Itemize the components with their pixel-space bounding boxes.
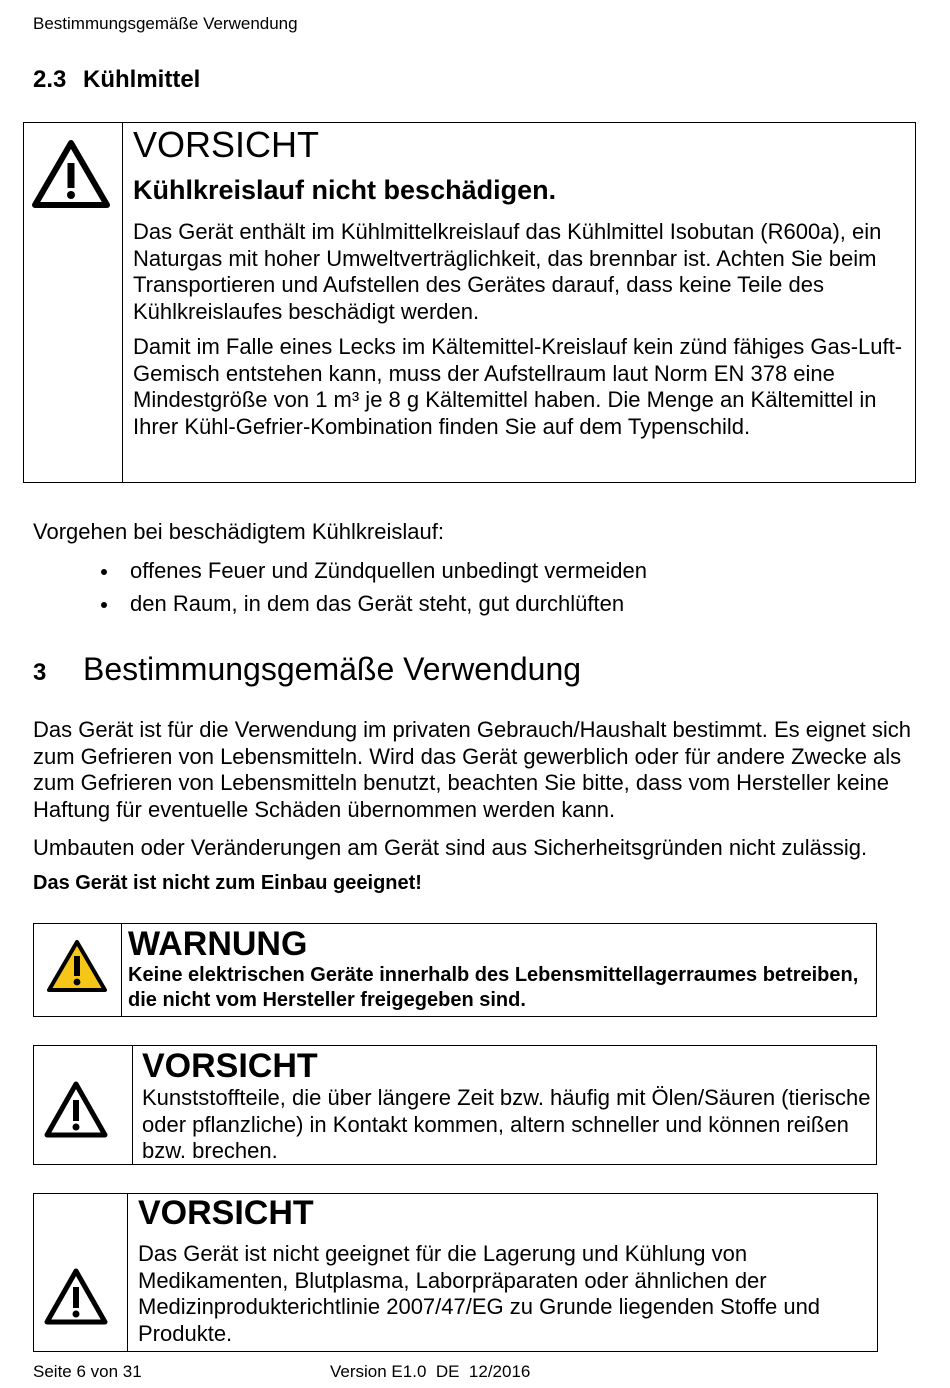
icon-cell (34, 924, 122, 1016)
body-paragraph: Das Gerät ist für die Verwendung im privaten Gebrauch/Haushalt bestimmt. Es eignet sich zum Gefrieren von Lebensmitteln. Wird das Gerät gewerblich oder für andere Zwecke als zum Gefrieren von Lebensmitteln benutzt, beachten Sie bitte, dass vom Hersteller keine Haftung für eventuelle Schäden übernommen werden kann. (33, 717, 911, 822)
warning-triangle-icon (44, 1081, 108, 1138)
warning-box-electrical (33, 923, 877, 1017)
icon-cell (34, 1046, 133, 1164)
procedure-list (95, 558, 647, 624)
section-heading-3 (33, 651, 581, 688)
running-header: Bestimmungsgemäße Verwendung (33, 14, 298, 33)
section-number: 3 (33, 659, 47, 686)
caution-box-coolant (23, 122, 916, 483)
warning-triangle-icon (44, 1268, 108, 1325)
list-item-text: offenes Feuer und Zündquellen unbedingt vermeiden (130, 558, 647, 583)
section-title: Bestimmungsgemäße Verwendung (83, 651, 582, 687)
caution-text: Das Gerät ist nicht geeignet für die Lagerung und Kühlung von Medikamenten, Blutplasma, Laborpräparaten oder ähnlichen der Medizinprodukterichtlinie 2007/47/EG zu Grunde liegenden Stoffe und Produkte. (138, 1241, 821, 1346)
procedure-intro: Vorgehen bei beschädigtem Kühlkreislauf: (33, 519, 444, 544)
section-number: 2.3 (33, 66, 67, 93)
warning-triangle-yellow-icon (46, 939, 108, 993)
version-info: Version E1.0 DE 12/2016 (330, 1362, 531, 1381)
list-item (95, 591, 647, 624)
signal-word: VORSICHT (133, 124, 320, 165)
section-heading-2-3 (33, 66, 200, 94)
bullet (101, 602, 107, 608)
caution-paragraph: Damit im Falle eines Lecks im Kältemittel-Kreislauf kein zünd fähiges Gas-Luft-Gemisch entstehen kann, muss der Aufstellraum laut Norm EN 378 eine Mindestgröße von 1 m³ je 8 g Kältemittel haben. Die Menge an Kältemittel in Ihrer Kühl-Gefrier-Kombination finden Sie auf dem Typenschild. (133, 334, 903, 439)
signal-word: VORSICHT (138, 1194, 314, 1232)
warning-text: Keine elektrischen Geräte innerhalb des Lebensmittellagerraumes betreiben, die nicht vom Hersteller freigegeben sind. (128, 964, 859, 1011)
caution-headline: Kühlkreislauf nicht beschädigen. (133, 175, 557, 205)
icon-cell (24, 123, 123, 482)
body-paragraph-bold: Das Gerät ist nicht zum Einbau geeignet! (33, 872, 422, 894)
section-title: Kühlmittel (83, 66, 201, 93)
bullet (101, 569, 107, 575)
signal-word: VORSICHT (142, 1047, 318, 1085)
list-item-text: den Raum, in dem das Gerät steht, gut durchlüften (130, 591, 625, 616)
icon-cell (34, 1194, 128, 1351)
list-item (95, 558, 647, 591)
caution-paragraph: Das Gerät enthält im Kühlmittelkreislauf das Kühlmittel Isobutan (R600a), ein Naturgas mit hoher Umweltverträglichkeit, das brennbar ist. Achten Sie beim Transportieren und Aufstellen des Gerätes darauf, dass keine Teile des Kühlkreislaufes beschädigt werden. (133, 219, 882, 324)
caution-text: Kunststoffteile, die über längere Zeit bzw. häufig mit Ölen/Säuren (tierische oder pflanzliche) in Kontakt kommen, altern schneller und können reißen bzw. brechen. (142, 1085, 871, 1163)
caution-box-medical (33, 1193, 878, 1352)
signal-word: WARNUNG (128, 925, 308, 963)
body-paragraph: Umbauten oder Veränderungen am Gerät sind aus Sicherheitsgründen nicht zulässig. (33, 835, 868, 860)
caution-box-plastics (33, 1045, 877, 1165)
warning-triangle-icon (32, 139, 110, 209)
page-number: Seite 6 von 31 (33, 1362, 142, 1381)
